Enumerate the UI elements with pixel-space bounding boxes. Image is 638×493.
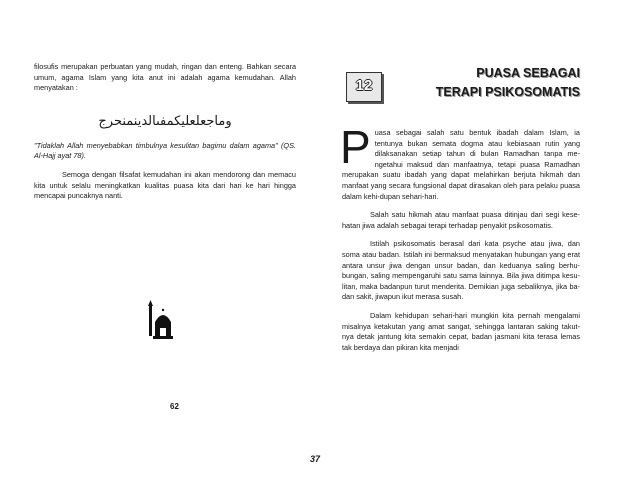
left-paragraph-1: filosufis merupakan perbuatan yang mudah, ringan dan enteng. Bahkan secara umum, agama Islam yang kita anut ini adalah agama kemudahan. Allah menyatakan : — [34, 62, 296, 93]
chapter-title-line-2: TERAPI PSIKOSOMATIS — [435, 85, 580, 99]
page-number-right: 37 — [310, 454, 321, 464]
right-paragraph-4: Dalam kehidupan sehari-hari mungkin kita pernah mengalami misalnya ketakutan yang amat sangat, sehingga lantaran saking takut-nya detak jantung kita semakin cepat, badan jasmani kita terasa lemas tak berdaya dan pikiran kita menjadi — [342, 310, 580, 352]
mosque-icon — [145, 300, 177, 342]
chapter-number-badge — [346, 72, 382, 102]
right-paragraph-3: Istilah psikosomatis berasal dari kata psyche atau jiwa, dan soma atau badan. Istilah ini bermaksud menyatakan hubungan yang erat antara unsur jiwa dengan unsur badan, dan keduanya saling berhu-bungan, saling mempengaruhi satu sama lainnya. Bila jiwa ditimpa kesu-litan, maka badanpun turut menderita. Demikian juga sebaliknya, jika ba-dan sakit, jiwapun ikut merasa susah. — [342, 239, 580, 302]
arabic-verse: وماجعلعليكمفىالدينمنحرج — [98, 113, 232, 129]
right-paragraph-1-text: uasa sebagai salah satu bentuk ibadah dalam Islam, ia tentunya bukan semata dogma atau kebiasaan rutin yang dilaksanakan setiap tahun di bulan Ramadhan tanpa me-ngetahui maksud dan manfaatnya, tetapi puasa Ramadhan merupakan suatu ibadah yang dapat melahirkan berjuta hikmah dan manfaat yang secara fungsional dapat dirasakan oleh para pelaku puasa dalam kehi-dupan sehari-hari. — [342, 128, 580, 201]
right-page — [340, 121, 580, 353]
chapter-number: 12 — [355, 77, 373, 94]
right-paragraph-1 — [340, 121, 580, 202]
left-page — [34, 62, 296, 202]
chapter-title — [400, 64, 580, 102]
page-number-left: 62 — [170, 402, 179, 411]
right-paragraph-2: Salah satu hikmah atau manfaat puasa ditinjau dari segi kese-hatan jiwa adalah sebagai terapi terhadap penyakit psikosomatis. — [342, 210, 580, 230]
drop-cap: P — [340, 121, 371, 173]
verse-translation: "Tidaklah Allah menyebabkan timbulnya kesulitan bagimu dalam agama" (QS. Al-Hajj ayat 78). — [34, 140, 296, 161]
chapter-title-line-1: PUASA SEBAGAI — [476, 66, 580, 80]
left-paragraph-2: Semoga dengan filsafat kemudahan ini akan mendorong dan memacu kita untuk selalu meningkatkan kualitas puasa kita dari hari ke hari hingga mencapai puncaknya nanti. — [34, 169, 296, 201]
